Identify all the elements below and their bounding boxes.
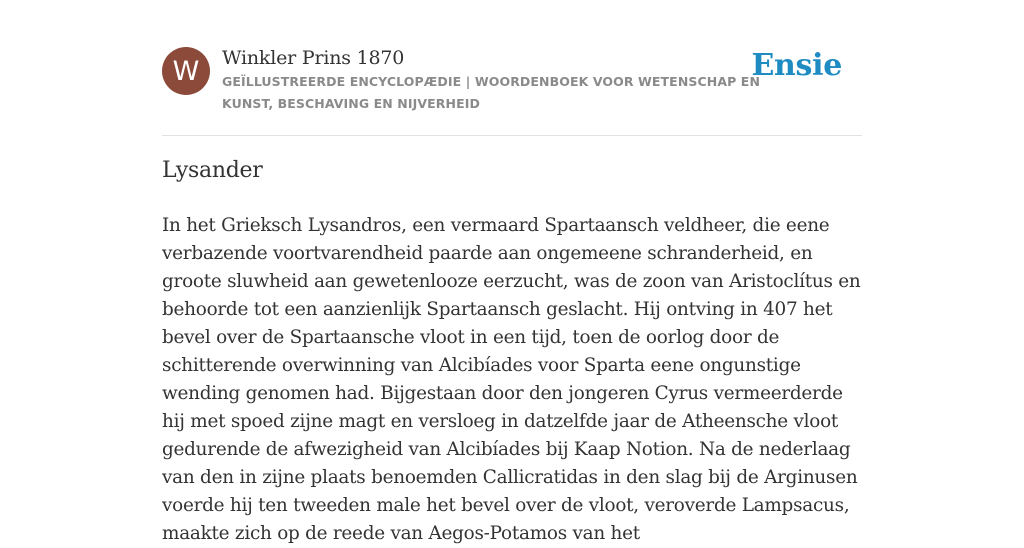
entry-title: Lysander (162, 158, 263, 183)
source-info (222, 45, 762, 115)
entry-body: In het Grieksch Lysandros, een vermaard Spartaansch veldheer, die eene verbazende voortvarendheid paarde aan ongemeene schranderheid, en groote sluwheid aan gewetenlooze eerzucht, was de zoon van Aristoclítus en behoorde tot een aanzienlijk Spartaansch geslacht. Hij ontving in 407 het bevel over de Spartaansche vloot in een tijd, toen de oorlog door de schitterende overwinning van Alcibíades voor Sparta eene ongunstige wending genomen had. Bijgestaan door den jongeren Cyrus vermeerderde hij met spoed zijne magt en versloeg in datzelfde jaar de Atheensche vloot gedurende de afwezigheid van Alcibíades bij Kaap Notion. Na de nederlaag van den in zijne plaats benoemden Callicratidas in den slag bij de Arginusen voerde hij ten tweeden male het bevel over de vloot, veroverde Lampsacus, maakte zich op de reede van Aegos-Potamos van het (162, 215, 861, 544)
header (162, 0, 862, 136)
page (162, 0, 862, 544)
avatar[interactable]: W (162, 47, 210, 95)
source-subtitle: GEÏLLUSTREERDE ENCYCLOPÆDIE | WOORDENBOEK VOOR WETENSCHAP EN KUNST, BESCHAVING EN NIJVERHEID (222, 74, 761, 111)
source-title[interactable]: Winkler Prins 1870 (222, 47, 405, 69)
ensie-logo-link[interactable]: Ensie (751, 48, 842, 83)
